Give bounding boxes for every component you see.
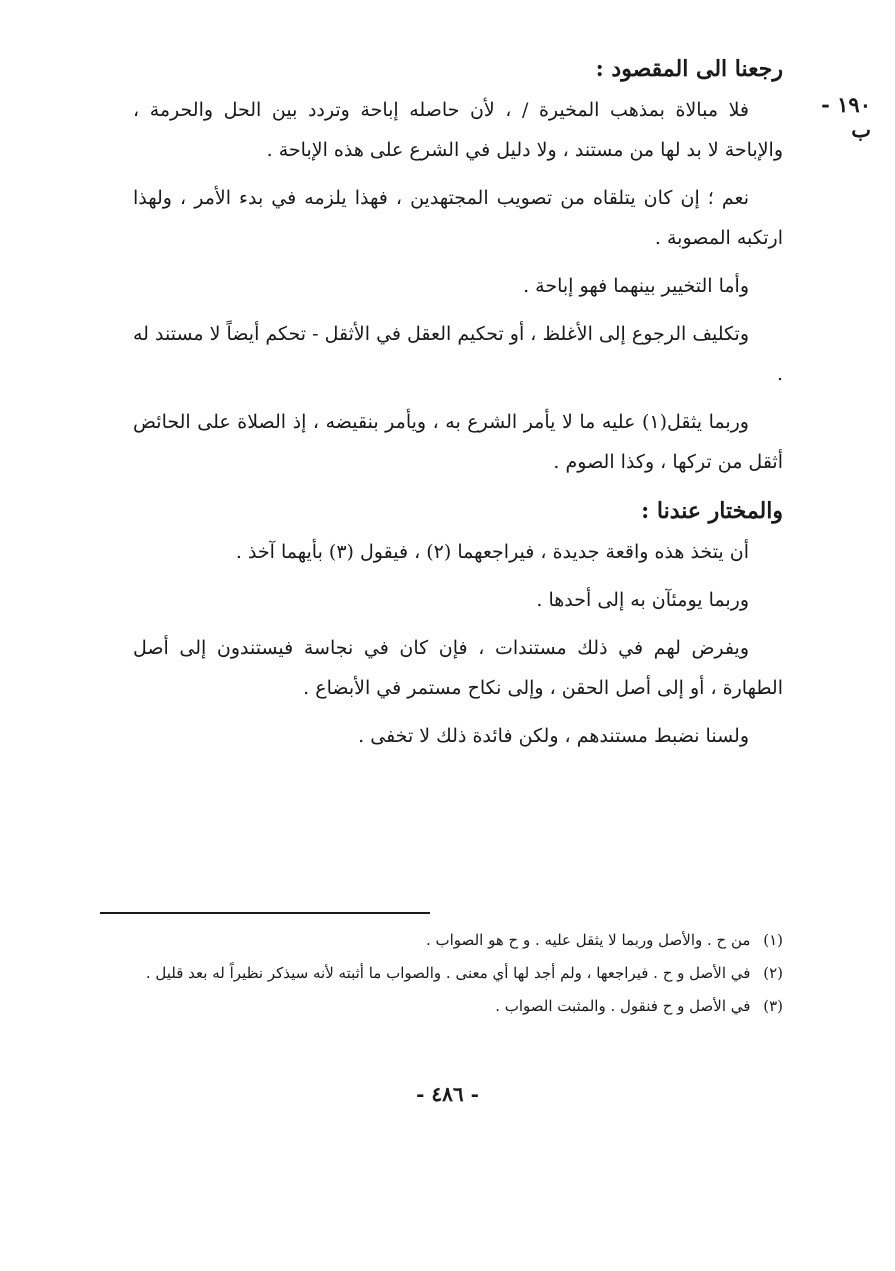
paragraph: وربما يثقل(١) عليه ما لا يأمر الشرع به ، ويأمر بنقيضه ، إذ الصلاة على الحائض أثقل من تركها ، وكذا الصوم .: [133, 411, 783, 473]
footnote: [103, 992, 783, 1021]
paragraph: وأما التخيير بينهما فهو إباحة .: [523, 275, 749, 297]
paragraph: ولسنا نضبط مستندهم ، ولكن فائدة ذلك لا تخفى .: [358, 725, 749, 747]
section-heading-return: رجعنا الى المقصود :: [595, 56, 783, 82]
footnote: [103, 959, 783, 988]
footnote-text: في الأصل و ح فنقول . والمثبت الصواب .: [495, 997, 751, 1015]
main-text: [133, 48, 783, 764]
paragraph: وتكليف الرجوع إلى الأغلظ ، أو تحكيم العقل في الأثقل - تحكم أيضاً لا مستند له .: [133, 323, 783, 385]
page-number: - ٤٨٦ -: [416, 1082, 479, 1106]
footnote-divider: [100, 912, 430, 914]
paragraph: أن يتخذ هذه واقعة جديدة ، فيراجعهما (٢) ، فيقول (٣) بأيهما آخذ .: [235, 541, 749, 563]
paragraph: وربما يومئآن به إلى أحدها .: [536, 589, 749, 611]
footnote-number: (٢): [763, 964, 783, 982]
footnote: [103, 926, 783, 955]
footnote-text: من ح . والأصل وربما لا يثقل عليه . و ح هو الصواب .: [425, 931, 751, 949]
footnotes: [103, 926, 783, 1025]
margin-folio-reference: ١٩٠ - ب: [821, 92, 871, 142]
footnote-text: في الأصل و ح . فيراجعها ، ولم أجد لها أي معنى . والصواب ما أثبته لأنه سيذكر نظيراً له بعد قليل .: [145, 964, 751, 982]
paragraph: فلا مبالاة بمذهب المخيرة / ، لأن حاصله إباحة وتردد بين الحل والحرمة ، والإباحة لا بد لها من مستند ، ولا دليل في الشرع على هذه الإباحة .: [133, 99, 783, 161]
footnote-number: (٣): [763, 997, 783, 1015]
paragraph: نعم ؛ إن كان يتلقاه من تصويب المجتهدين ، فهذا يلزمه في بدء الأمر ، ولهذا ارتكبه المصوبة .: [133, 187, 783, 249]
footnote-number: (١): [763, 931, 783, 949]
section-heading-chosen: والمختار عندنا :: [641, 498, 783, 524]
paragraph: ويفرض لهم في ذلك مستندات ، فإن كان في نجاسة فيستندون إلى أصل الطهارة ، أو إلى أصل الحقن ، وإلى نكاح مستمر في الأبضاع .: [133, 637, 783, 699]
